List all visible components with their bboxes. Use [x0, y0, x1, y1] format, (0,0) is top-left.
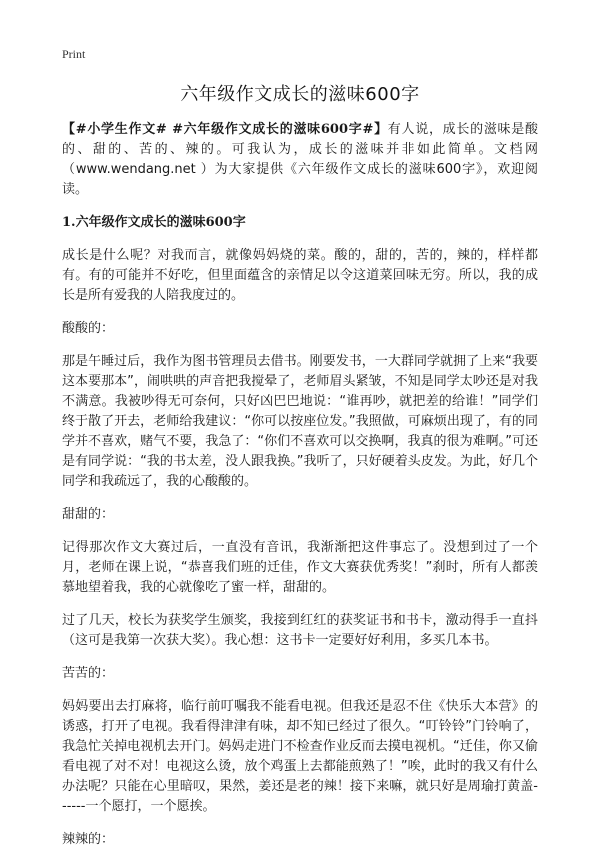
- intro-tags: 【#小学生作文# #六年级作文成长的滋味600字#】: [62, 122, 388, 137]
- section-heading: 1.六年级作文成长的滋味600字: [62, 215, 246, 230]
- paragraph-sour: 那是午睡过后，我作为图书管理员去借书。刚要发书，一大群同学就拥了上来“我要这本要那本”，闹哄哄的声音把我搅晕了，老师眉头紧皱，不知是同学太吵还是对我不满意。我被吵得无可奈何，只好凶巴巴地说：“谁再吵，就把差的给谁！”同学们终于散了开去，老师给我建议：“你可以按座位发。”我照做，可麻烦出现了，有的同学并不喜欢，赌气不要，我急了：“你们不喜欢可以交换啊，我真的很为难啊。”可还是有同学说：“我的书太差，没人跟我换。”我听了，只好硬着头皮发。为此，好几个同学和我疏远了，我的心酸酸的。: [62, 354, 538, 489]
- print-label[interactable]: Print: [62, 47, 86, 61]
- document-body: [62, 120, 538, 863]
- intro-text: 有人说，成长的滋味是酸的、甜的、苦的、辣的。可我认为，成长的滋味并非如此简单。文档网（www.wendang.net ）为大家提供《六年级作文成长的滋味600字》，欢迎阅读。: [62, 122, 538, 197]
- paragraph-opening: 成长是什么呢？对我而言，就像妈妈烧的菜。酸的，甜的，苦的，辣的，样样都有。有的可能并不好吃，但里面蕴含的亲情足以令这道菜回味无穷。所以，我的成长是所有爱我的人陪我度过的。: [62, 248, 538, 303]
- paragraph-sweet-1: 记得那次作文大赛过后，一直没有音讯，我渐渐把这件事忘了。没想到过了一个月，老师在课上说，“恭喜我们班的迁佳，作文大赛获优秀奖！”刹时，所有人都羡慕地望着我，我的心就像吃了蜜一样，甜甜的。: [62, 540, 538, 595]
- document-title: 六年级作文成长的滋味600字: [180, 84, 420, 105]
- paragraph-bitter: 妈妈要出去打麻将，临行前叮嘱我不能看电视。但我还是忍不住《快乐大本营》的诱惑，打开了电视。我看得津津有味，却不知已经过了很久。“叮铃铃”门铃响了，我急忙关掉电视机去开门。妈妈走进门不检查作业反而去摸电视机。“迁佳，你又偷看电视了对不对！电视这么烫，放个鸡蛋上去都能煎熟了！”唉，此时的我又有什么办法呢？只能在心里暗叹，果然，姜还是老的辣！接下来嘛，就只好是周瑜打黄盖------一个愿打，一个愿挨。: [62, 699, 538, 814]
- subhead-bitter: 苦苦的：: [62, 666, 115, 681]
- subhead-spicy: 辣辣的：: [62, 832, 115, 847]
- subhead-sweet: 甜甜的：: [62, 507, 115, 522]
- subhead-sour: 酸酸的：: [62, 321, 115, 336]
- intro-paragraph: [62, 120, 538, 200]
- paragraph-sweet-2: 过了几天，校长为获奖学生颁奖，我接到红红的获奖证书和书卡，激动得手一直抖（这可是我第一次获大奖）。我心想：这书卡一定要好好利用，多买几本书。: [62, 613, 538, 648]
